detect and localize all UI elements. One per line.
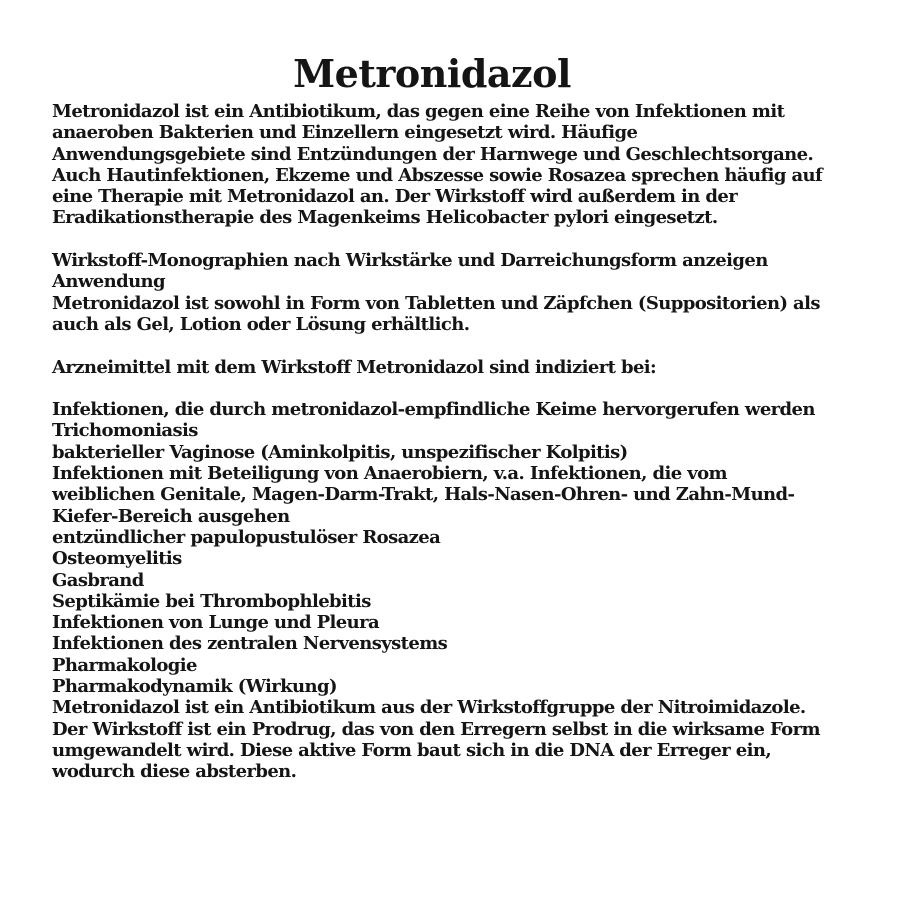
paragraph-gap [52,335,812,356]
paragraph [52,357,812,378]
text-line: umgewandelt wird. Diese aktive Form baut sich in die DNA der Erreger ein, [52,739,772,761]
text-line: Auch Hautinfektionen, Ekzeme und Abszesse sowie Rosazea sprechen häufig auf [52,164,823,186]
text-line: Septikämie bei Thrombophlebitis [52,590,371,612]
paragraph-gap [52,229,812,250]
text-line: Pharmakologie [52,654,197,676]
text-line: Der Wirkstoff ist ein Prodrug, das von den Erregern selbst in die wirksame Form [52,718,820,740]
text-line: Trichomoniasis [52,420,198,442]
text-line: eine Therapie mit Metronidazol an. Der Wirkstoff wird außerdem in der [52,186,738,208]
text-line: Metronidazol ist sowohl in Form von Tabletten und Zäpfchen (Suppositorien) als [52,292,820,314]
text-line: wodurch diese absterben. [52,761,297,783]
page-title: Metronidazol [293,51,571,96]
document-body [52,101,823,783]
text-line: Infektionen des zentralen Nervensystems [52,633,448,655]
paragraph [52,250,820,335]
text-line: Eradikationstherapie des Magenkeims Helicobacter pylori eingesetzt. [52,207,718,229]
paragraph [52,101,823,229]
text-line: Anwendungsgebiete sind Entzündungen der Harnwege und Geschlechtsorgane. [52,143,814,165]
text-line: Osteomyelitis [52,548,182,570]
text-line: Arzneimittel mit dem Wirkstoff Metronidazol sind indiziert bei: [52,356,657,378]
text-line: Wirkstoff-Monographien nach Wirkstärke und Darreichungsform anzeigen [52,250,768,272]
paragraph [52,399,820,783]
text-line: Metronidazol ist ein Antibiotikum aus der Wirkstoffgruppe der Nitroimidazole. [52,697,806,719]
text-line: Gasbrand [52,569,144,591]
paragraph-gap [52,378,812,399]
text-line: Infektionen von Lunge und Pleura [52,612,380,634]
text-line: Anwendung [52,271,166,293]
text-line: Kiefer-Bereich ausgehen [52,505,290,527]
text-line: Metronidazol ist ein Antibiotikum, das gegen eine Reihe von Infektionen mit [52,101,785,122]
text-line: entzündlicher papulopustulöser Rosazea [52,526,441,548]
text-line: auch als Gel, Lotion oder Lösung erhältlich. [52,313,470,335]
text-line: Pharmakodynamik (Wirkung) [52,676,337,698]
text-line: bakterieller Vaginose (Aminkolpitis, unspezifischer Kolpitis) [52,441,628,463]
text-line: Infektionen, die durch metronidazol-empfindliche Keime hervorgerufen werden [52,399,815,421]
text-line: weiblichen Genitale, Magen-Darm-Trakt, Hals-Nasen-Ohren- und Zahn-Mund- [52,484,795,506]
text-line: anaeroben Bakterien und Einzellern eingesetzt wird. Häufige [52,122,638,144]
text-line: Infektionen mit Beteiligung von Anaerobiern, v.a. Infektionen, die vom [52,463,727,485]
